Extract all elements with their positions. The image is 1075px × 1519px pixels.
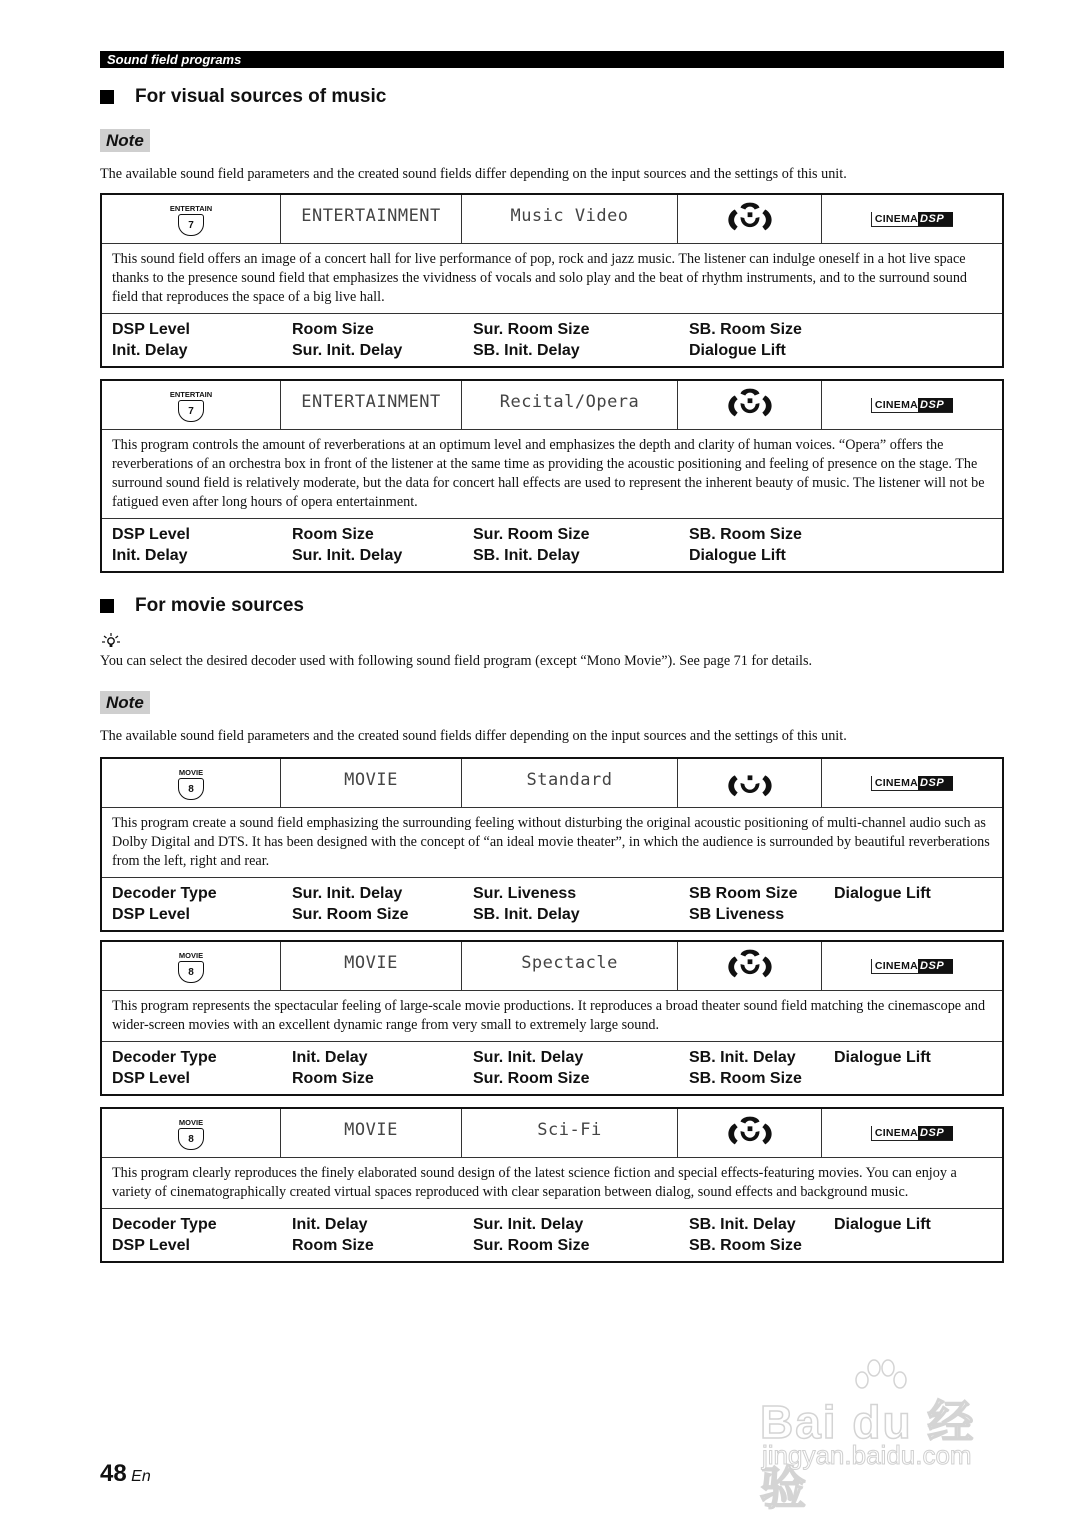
page-number [100, 1460, 151, 1488]
section-title-text: For visual sources of music [135, 86, 387, 107]
param: Sur. Room Size [473, 1237, 590, 1254]
param: Sur. Init. Delay [292, 547, 403, 564]
program-description: This program create a sound field emphasizing the surrounding feeling without disturbing the original acoustic positioning of multi-channel audio such as Dolby Digital and DTS. It has been designed with the concept of “an ideal movie theater”, in which the audience is surrounded by beautiful reverberations from the left, right and rear. [102, 808, 1002, 878]
remote-button-number: 8 [188, 966, 194, 978]
page-number-value: 48 [100, 1460, 127, 1487]
parameter-list [102, 519, 1002, 571]
cinema-dsp-logo-icon: CINEMA DSP [871, 776, 953, 791]
remote-button-cell [102, 195, 281, 243]
param: SB. Room Size [689, 1070, 802, 1087]
remote-button-icon [178, 778, 204, 800]
param: DSP Level [112, 1237, 190, 1254]
remote-button-number: 7 [188, 405, 194, 417]
remote-button-cell [102, 381, 281, 429]
category-display: ENTERTAINMENT [301, 392, 441, 412]
square-bullet-icon [100, 599, 114, 613]
watermark-main: Bai du 经验 [760, 1396, 976, 1514]
note-label: Note [100, 691, 150, 714]
param: Dialogue Lift [689, 342, 786, 359]
param: Init. Delay [112, 547, 188, 564]
remote-button-icon [178, 400, 204, 422]
section-title-text: For movie sources [135, 595, 304, 616]
remote-button-label: ENTERTAIN [169, 390, 213, 399]
remote-button-cell [102, 942, 281, 990]
remote-button-label: MOVIE [178, 768, 204, 777]
section-title-music [100, 86, 386, 108]
section-header-label: Sound field programs [107, 52, 242, 67]
remote-button-number: 8 [188, 1133, 194, 1145]
param: Room Size [292, 526, 374, 543]
program-display: Standard [526, 770, 613, 790]
category-display: MOVIE [344, 770, 398, 790]
parameter-list [102, 314, 1002, 366]
program-card-spectacle [100, 940, 1004, 1096]
presence-surround-icon [721, 947, 779, 985]
param: Dialogue Lift [834, 1216, 931, 1233]
cinema-dsp-logo-icon: CINEMA DSP [871, 212, 953, 227]
section-title-movie [100, 595, 304, 617]
parameter-list [102, 1042, 1002, 1094]
program-card-standard [100, 757, 1004, 932]
square-bullet-icon [100, 90, 114, 104]
param: Sur. Room Size [473, 1070, 590, 1087]
category-display: MOVIE [344, 953, 398, 973]
param: Dialogue Lift [834, 885, 931, 902]
param: DSP Level [112, 1070, 190, 1087]
cinema-dsp-logo-icon: CINEMA DSP [871, 1126, 953, 1141]
param: DSP Level [112, 526, 190, 543]
remote-button-number: 7 [188, 219, 194, 231]
param: SB. Init. Delay [473, 906, 580, 923]
param: Sur. Init. Delay [473, 1216, 584, 1233]
param: Init. Delay [112, 342, 188, 359]
param: Decoder Type [112, 1049, 217, 1066]
remote-button-icon [178, 1128, 204, 1150]
program-display: Music Video [510, 206, 629, 226]
param: Room Size [292, 321, 374, 338]
program-description: This sound field offers an image of a concert hall for live performance of pop, rock and jazz music. The listener can indulge oneself in a hot live space thanks to the presence sound field that emphasizes the vividness of vocals and solo play and the beat of rhythm instruments, and to the surround sound field that reproduces the space of a big live hall. [102, 244, 1002, 314]
parameter-list [102, 1209, 1002, 1261]
cinema-dsp-logo-icon: CINEMA DSP [871, 959, 953, 974]
program-card-sci-fi [100, 1107, 1004, 1263]
param: SB. Init. Delay [689, 1049, 796, 1066]
program-description: This program represents the spectacular feeling of large-scale movie productions. It reproduces a broad theater sound field matching the cinemascope and wider-screen movies with an excellent dynamic range from very small to extremely large sound. [102, 991, 1002, 1042]
remote-button-cell [102, 1109, 281, 1157]
presence-surround-icon [721, 1114, 779, 1152]
cinema-dsp-logo-icon: CINEMA DSP [871, 398, 953, 413]
param: DSP Level [112, 321, 190, 338]
remote-button-label: MOVIE [178, 951, 204, 960]
param: SB Room Size [689, 885, 798, 902]
parameter-list [102, 878, 1002, 930]
param: SB Liveness [689, 906, 785, 923]
tip-text: You can select the desired decoder used with following sound field program (except “Mono Movie”). See page 71 for details. [100, 653, 813, 669]
param: SB. Room Size [689, 321, 802, 338]
param: Room Size [292, 1070, 374, 1087]
param: Sur. Room Size [473, 526, 590, 543]
param: SB. Room Size [689, 526, 802, 543]
param: SB. Init. Delay [473, 342, 580, 359]
param: Sur. Room Size [292, 906, 409, 923]
program-card-recital-opera [100, 379, 1004, 573]
note-text: The available sound field parameters and the created sound fields differ depending on the input sources and the settings of this unit. [100, 166, 847, 182]
watermark-sub: jingyan.baidu.com [762, 1440, 972, 1470]
program-card-music-video [100, 193, 1004, 368]
baidu-watermark [760, 1358, 1010, 1514]
param: SB. Init. Delay [473, 547, 580, 564]
remote-button-label: ENTERTAIN [169, 204, 213, 213]
param: Dialogue Lift [689, 547, 786, 564]
param: Sur. Init. Delay [292, 342, 403, 359]
section-header-bar [100, 51, 1004, 68]
page-language: En [131, 1468, 151, 1485]
remote-button-number: 8 [188, 783, 194, 795]
remote-button-label: MOVIE [178, 1118, 204, 1127]
presence-surround-icon [721, 386, 779, 424]
param: Sur. Room Size [473, 321, 590, 338]
category-display: MOVIE [344, 1120, 398, 1140]
param: Sur. Init. Delay [473, 1049, 584, 1066]
category-display: ENTERTAINMENT [301, 206, 441, 226]
param: Room Size [292, 1237, 374, 1254]
note-text: The available sound field parameters and the created sound fields differ depending on the input sources and the settings of this unit. [100, 728, 847, 744]
param: Sur. Init. Delay [292, 885, 403, 902]
remote-button-icon [178, 961, 204, 983]
param: Sur. Liveness [473, 885, 577, 902]
program-description: This program controls the amount of reverberations at an optimum level and emphasizes the depth and clarity of human voices. “Opera” offers the reverberations of an orchestra box in front of the listener at the same time as providing the acoustic positioning and feeling of presence on the stage. The surround sound field is relatively moderate, but the data for concert hall effects are used to represent the inherent beauty of music. The listener will not be fatigued even after long hours of opera entertainment. [102, 430, 1002, 519]
surround-only-icon [721, 764, 779, 802]
program-display: Spectacle [521, 953, 618, 973]
program-display: Sci-Fi [537, 1120, 602, 1140]
param: SB. Init. Delay [689, 1216, 796, 1233]
param: Init. Delay [292, 1216, 368, 1233]
note-label: Note [100, 129, 150, 152]
remote-button-icon [178, 214, 204, 236]
param: Init. Delay [292, 1049, 368, 1066]
param: Decoder Type [112, 1216, 217, 1233]
remote-button-cell [102, 759, 281, 807]
param: SB. Room Size [689, 1237, 802, 1254]
param: Decoder Type [112, 885, 217, 902]
program-description: This program clearly reproduces the finely elaborated sound design of the latest science fiction and special effects-featuring movies. You can enjoy a variety of cinematographically created virtual spaces reproduced with clear separation between dialog, sound effects and background music. [102, 1158, 1002, 1209]
param: DSP Level [112, 906, 190, 923]
presence-surround-icon [721, 200, 779, 238]
lightbulb-tip-icon [100, 632, 122, 648]
program-display: Recital/Opera [499, 392, 640, 412]
param: Dialogue Lift [834, 1049, 931, 1066]
